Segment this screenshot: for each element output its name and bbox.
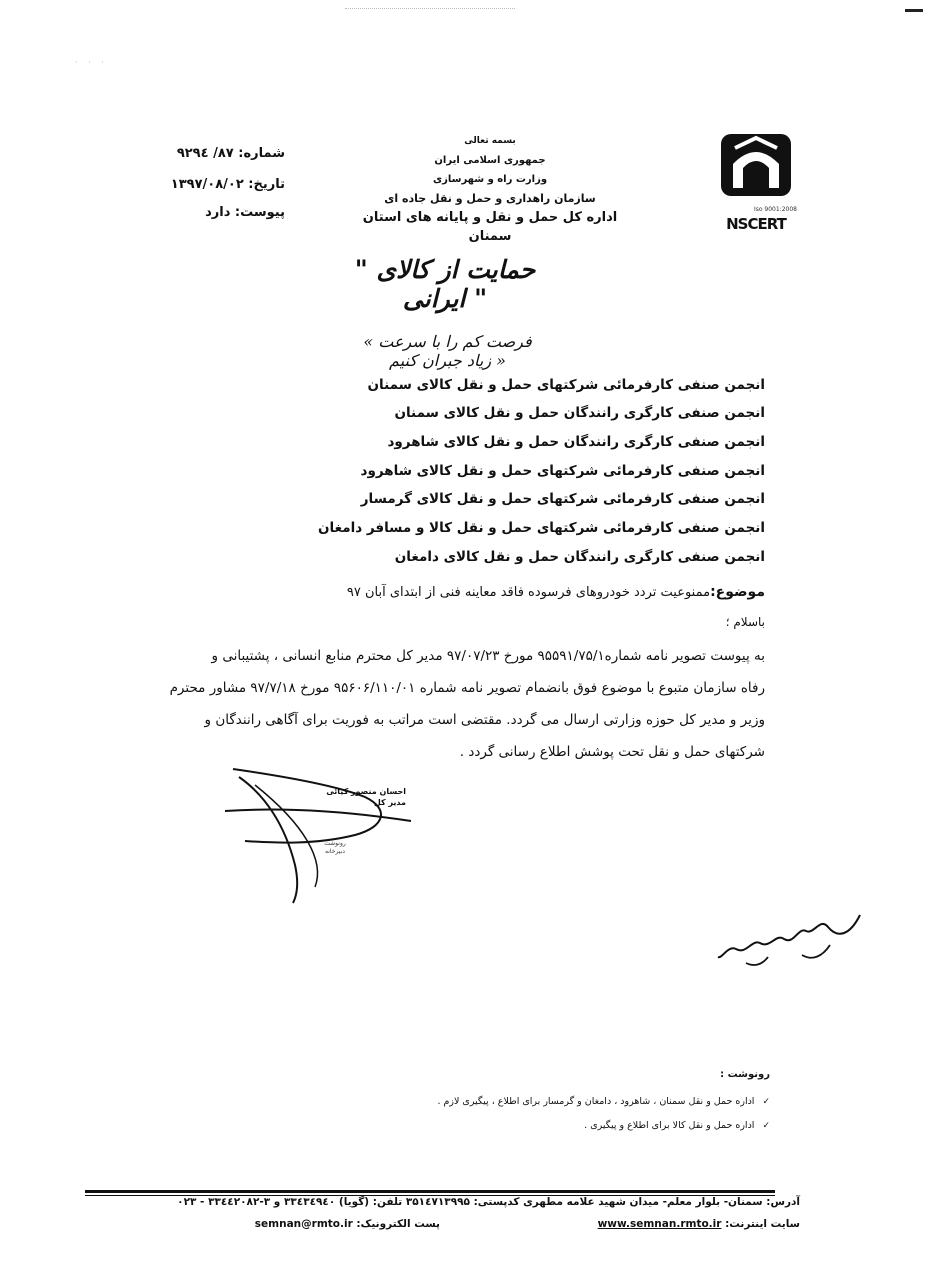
handwritten-note xyxy=(710,905,870,975)
checkmark-icon: ✓ xyxy=(762,1121,770,1131)
cc-item: ✓اداره حمل و نقل سمنان ، شاهرود ، دامغان و گرمسار برای اطلاع ، پیگیری لازم . xyxy=(437,1096,770,1107)
motto: « فرصت کم را با سرعت زیاد جبران کنیم » xyxy=(363,332,532,370)
basmala: بسمه تعالی xyxy=(464,136,516,146)
addressee-line: انجمن صنفی کارگری رانندگان حمل و نقل کالای سمنان xyxy=(394,405,765,421)
addressee-line: انجمن صنفی کارفرمائی شرکتهای حمل و نقل کالای شاهرود xyxy=(360,463,765,479)
addressee-line: انجمن صنفی کارفرمائی شرکتهای حمل و نقل کالا و مسافر دامغان xyxy=(318,520,765,536)
email-label: پست الکترونیک: xyxy=(356,1218,440,1230)
addressee-line: انجمن صنفی کارفرمائی شرکتهای حمل و نقل کالای سمنان xyxy=(367,377,765,393)
addressee-line: انجمن صنفی کارگری رانندگان حمل و نقل کالای دامغان xyxy=(394,549,765,565)
body-line: به پیوست تصویر نامه شماره۹۵۵۹۱/۷۵/۱ مورخ ۹۷/۰۷/۲۳ مدیر کل محترم منابع انسانی ، پشتیبانی و xyxy=(211,648,765,664)
letter-date: تاریخ: ۱۳۹۷/۰۸/۰۲ xyxy=(170,177,285,192)
website-link[interactable]: www.semnan.rmto.ir xyxy=(597,1218,722,1230)
addressee-line: انجمن صنفی کارفرمائی شرکتهای حمل و نقل کالای گرمسار xyxy=(360,491,765,507)
stamp-text: رونوشت دبیرخانه xyxy=(324,840,346,855)
scan-artifact-dash xyxy=(905,9,923,12)
greeting: باسلام ؛ xyxy=(725,615,765,629)
cert-label: NSCERT xyxy=(726,215,786,233)
footer-email xyxy=(130,1218,440,1230)
department-line: اداره کل حمل و نقل و پایانه های استان سمنان xyxy=(362,210,618,244)
signatory-title: مدیر کل xyxy=(373,798,406,807)
checkmark-icon: ✓ xyxy=(762,1097,770,1107)
cc-title: رونوشت : xyxy=(720,1069,770,1080)
email-link[interactable]: semnan@rmto.ir xyxy=(254,1218,353,1230)
scan-artifact-line xyxy=(345,8,515,9)
certification-mark xyxy=(715,206,797,233)
cc-item: ✓اداره حمل و نقل کالا برای اطلاع و پیگیری . xyxy=(584,1120,770,1131)
signatory xyxy=(318,786,406,808)
country-line: جمهوری اسلامی ایران xyxy=(434,155,546,166)
subject-label: موضوع: xyxy=(710,584,765,600)
organization-heading xyxy=(355,132,625,246)
signatory-name: احسان منصور کیائی xyxy=(326,787,406,796)
footer-address: آدرس: سمنان- بلوار معلم- میدان شهید علامه مطهری کدپستی: ۳۵۱٤۷۱۳۹۹۵ تلفن: (گویا) ۳۳٤۳٤۹٤۰ و ۳-۳۳٤٤۲۰۸۲ - ۰۲۳ xyxy=(177,1196,800,1208)
iso-label: Iso 9001:2008 xyxy=(753,206,797,213)
slogan: " حمایت از کالای ایرانی " xyxy=(354,255,536,313)
letter-number: شماره: ۸۷/ ۹۲۹٤ xyxy=(176,146,285,161)
body-line: شرکتهای حمل و نقل تحت پوشش اطلاع رسانی گردد . xyxy=(459,744,765,760)
letter-attachment: پیوست: دارد xyxy=(205,205,285,220)
addressee-line: انجمن صنفی کارگری رانندگان حمل و نقل کالای شاهرود xyxy=(387,434,765,450)
organization-line: سازمان راهداری و حمل و نقل جاده ای xyxy=(384,192,596,205)
footer-rule xyxy=(85,1190,775,1193)
body-line: رفاه سازمان متبوع با موضوع فوق بانضمام تصویر نامه شماره ۹۵۶۰۶/۱۱۰/۰۱ مورخ ۹۷/۷/۱۸ مشاور محترم xyxy=(169,680,765,696)
body-line: وزیر و مدیر کل حوزه وزارتی ارسال می گردد. مقتضی است مراتب به فوریت برای آگاهی رانندگان و xyxy=(204,712,765,728)
scan-speck: · · · xyxy=(75,58,108,67)
subject-text: ممنوعیت تردد خودروهای فرسوده فاقد معاینه فنی از ابتدای آبان ۹۷ xyxy=(346,585,711,600)
website-label: سایت اینترنت: xyxy=(725,1218,800,1230)
ministry-line: وزارت راه و شهرسازی xyxy=(432,174,548,185)
subject-line xyxy=(320,584,765,600)
